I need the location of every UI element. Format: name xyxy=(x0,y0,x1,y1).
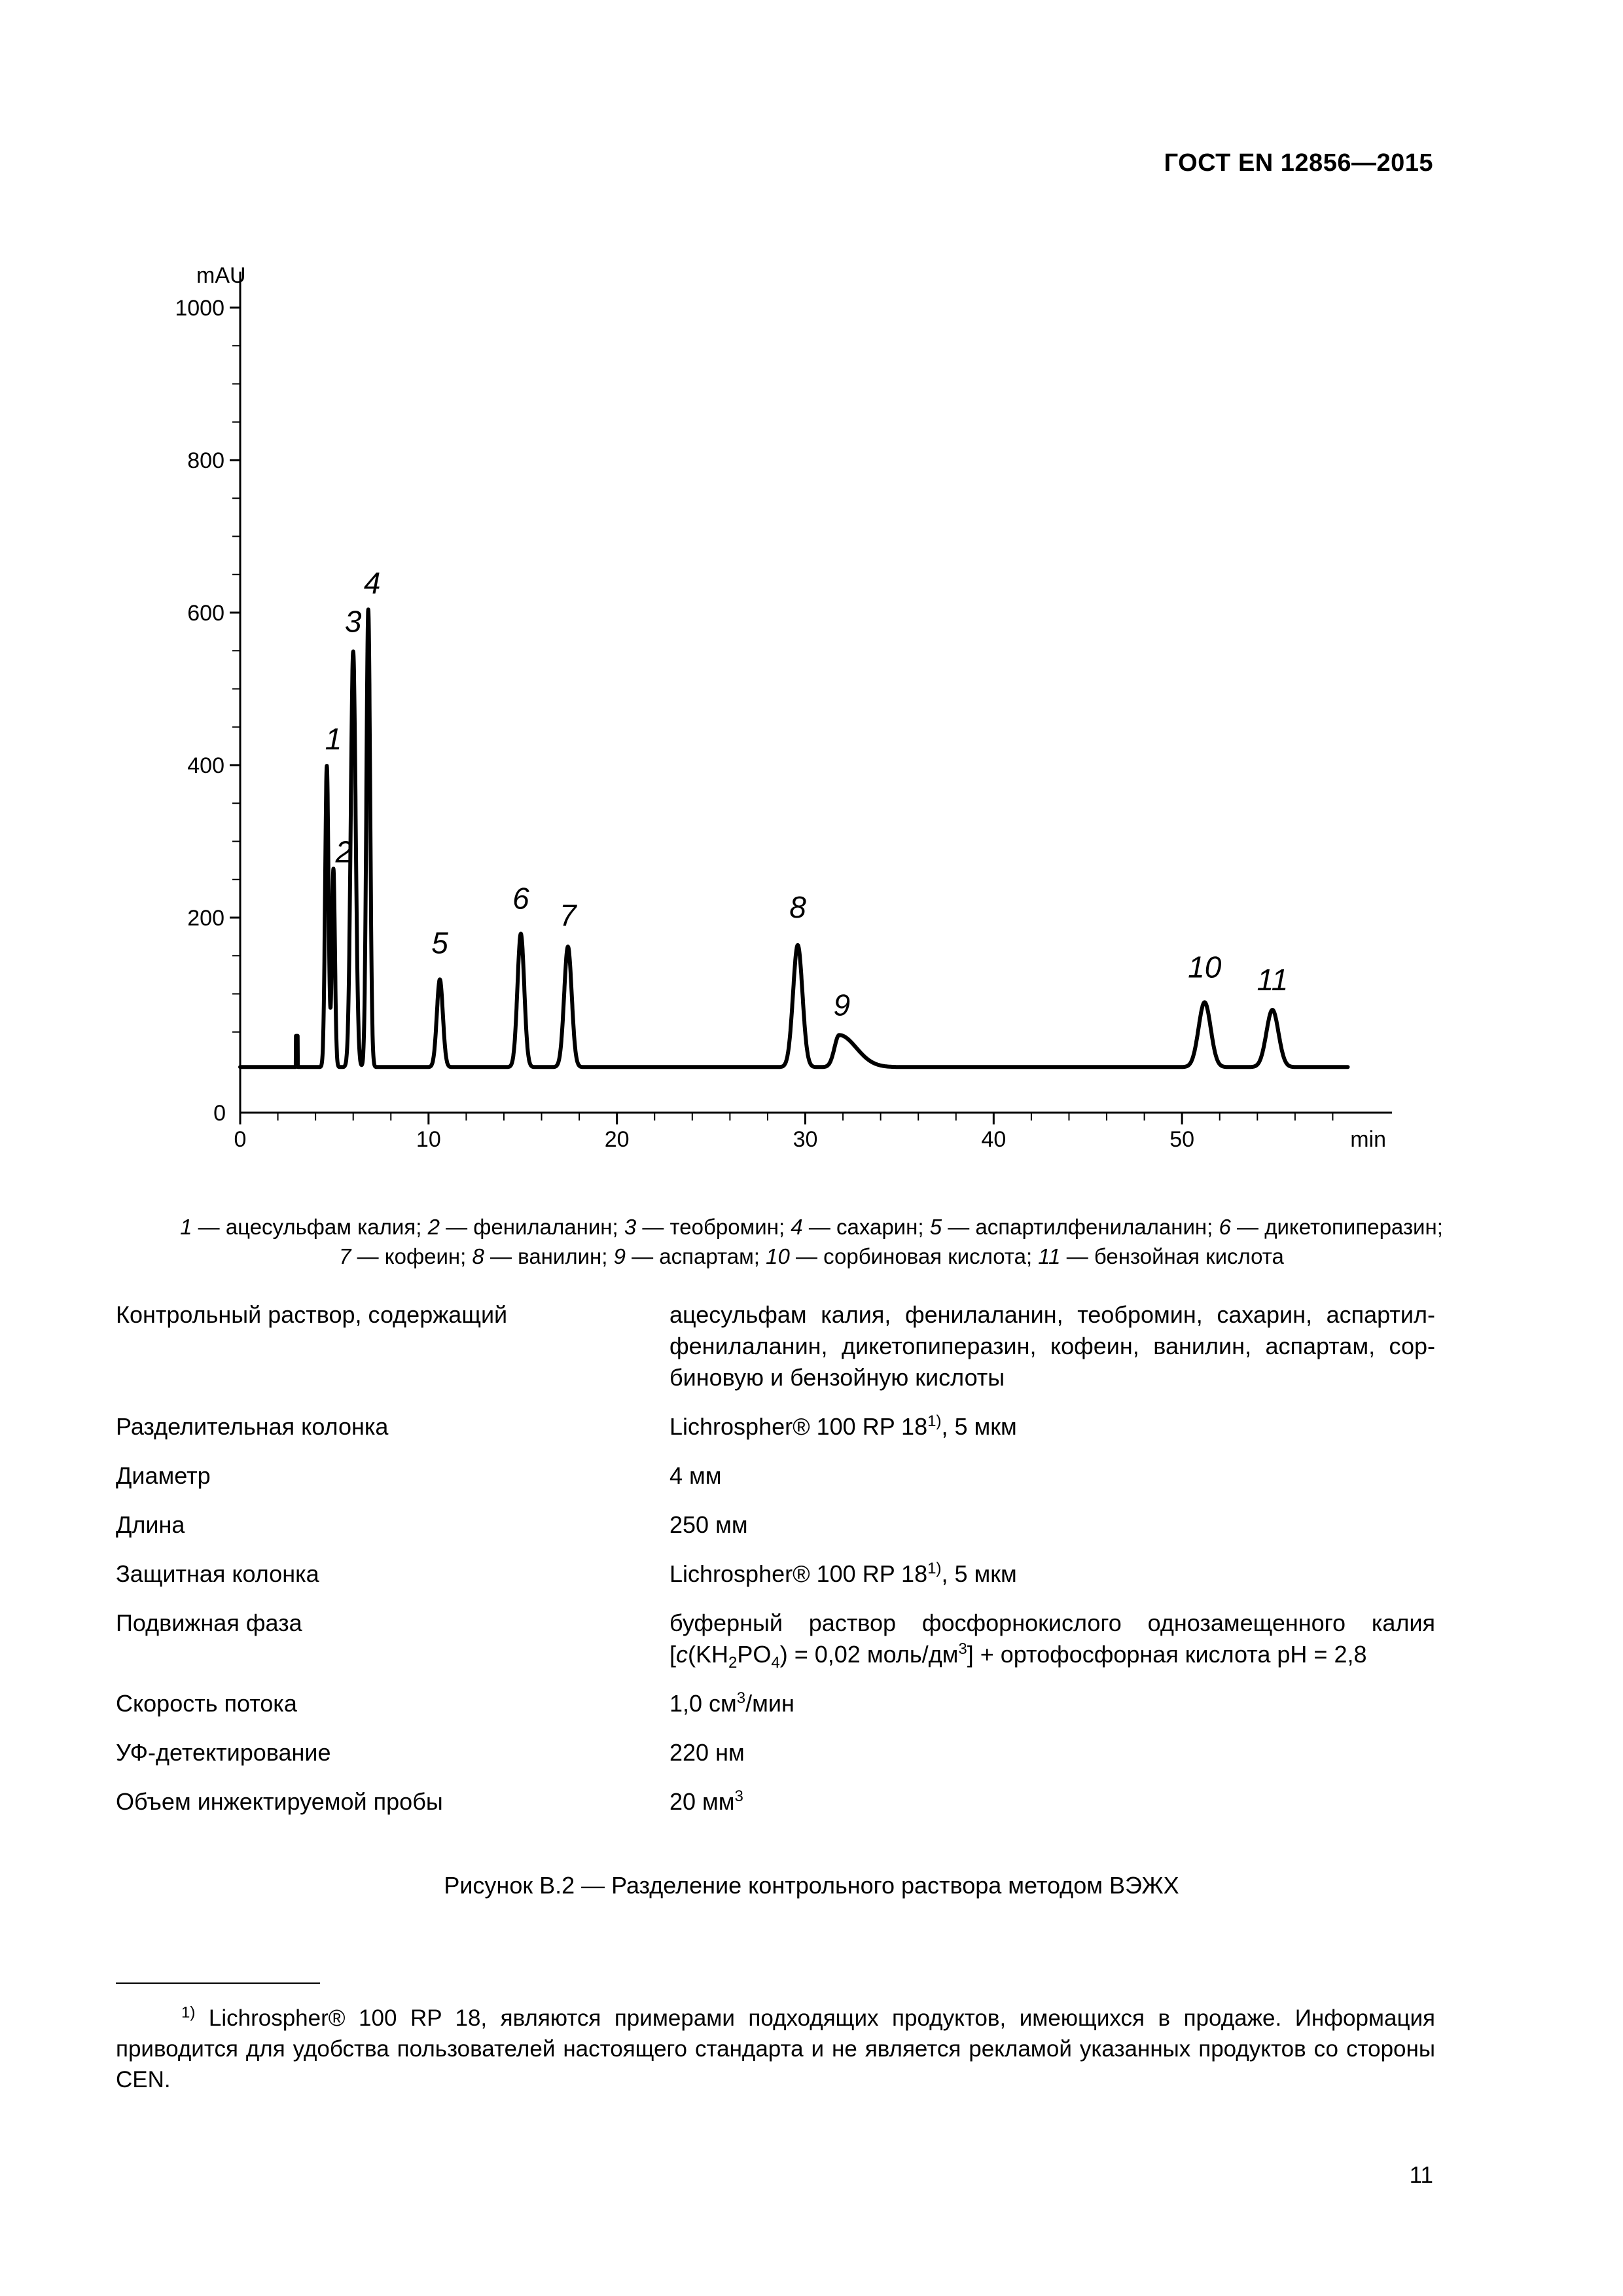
legend-entry: — теобромин; xyxy=(636,1215,791,1239)
y-tick-label: 800 xyxy=(187,448,224,473)
param-row-uv xyxy=(116,1737,1435,1768)
legend-line-2 xyxy=(105,1242,1518,1271)
param-row-guard-column xyxy=(116,1558,1435,1590)
peak-label: 4 xyxy=(363,565,381,600)
peak-label: 1 xyxy=(325,722,342,757)
legend-entry: — бензойная кислота xyxy=(1060,1244,1284,1268)
x-tick-label: 0 xyxy=(234,1127,247,1152)
param-row-diameter xyxy=(116,1460,1435,1492)
y-axis-label: mAU xyxy=(196,263,246,288)
footnote-marker: 1) xyxy=(181,2003,196,2022)
param-label: Контрольный раствор, содержащий xyxy=(116,1301,508,1328)
legend-number: 3 xyxy=(624,1215,637,1239)
legend-number: 4 xyxy=(791,1215,803,1239)
legend-number: 5 xyxy=(929,1215,942,1239)
footnote-divider xyxy=(116,1982,320,1984)
peak-label: 6 xyxy=(512,881,529,916)
legend-entry: — фенилаланин; xyxy=(439,1215,624,1239)
value-text: (KH xyxy=(688,1641,729,1668)
legend-number: 6 xyxy=(1219,1215,1231,1239)
peak-label: 8 xyxy=(789,889,806,924)
legend-entry: — ванилин; xyxy=(484,1244,614,1268)
value-text: 1,0 см xyxy=(669,1690,737,1717)
param-row-control-solution xyxy=(116,1299,1435,1393)
y-tick-label: 200 xyxy=(187,906,224,931)
peak-label: 9 xyxy=(833,988,851,1022)
legend-number: 1 xyxy=(180,1215,192,1239)
legend-line-1 xyxy=(105,1212,1518,1242)
subscript: 4 xyxy=(771,1654,780,1672)
param-value: ацесульфам калия, фенилаланин, теобромин, сахарин, аспартилфенилаланин, дикетопиперазин, кофеин, ванилин, аспартам, сорбиновую и бензойную кислоты xyxy=(669,1301,1435,1391)
value-text: ] + ортофосфорная кислота pH = 2,8 xyxy=(967,1641,1367,1668)
chart-legend xyxy=(105,1212,1518,1271)
value-text: , 5 мкм xyxy=(941,1560,1017,1587)
peak-label: 11 xyxy=(1257,962,1289,997)
superscript: 3 xyxy=(736,1689,746,1707)
param-value: 4 мм xyxy=(669,1462,722,1489)
param-value xyxy=(669,1607,1435,1670)
legend-number: 10 xyxy=(766,1244,790,1268)
y-tick-label: 0 xyxy=(213,1101,226,1126)
footnote-ref: 1) xyxy=(927,1412,942,1430)
peak-label: 7 xyxy=(560,898,577,933)
subscript: 2 xyxy=(728,1654,738,1672)
param-label: Подвижная фаза xyxy=(116,1609,302,1636)
peak-labels xyxy=(325,565,1289,1022)
figure-caption: Рисунок В.2 — Разделение контрольного раствора методом ВЭЖХ xyxy=(444,1872,1179,1899)
x-tick-label: 40 xyxy=(981,1127,1007,1152)
param-label: Диаметр xyxy=(116,1462,211,1489)
param-label: Разделительная колонка xyxy=(116,1413,389,1440)
y-tick-label: 400 xyxy=(187,753,224,778)
param-row-injection xyxy=(116,1786,1435,1818)
method-parameters xyxy=(116,1299,1435,1835)
footnote xyxy=(116,2003,1435,2095)
x-axis-label: min xyxy=(1350,1127,1386,1152)
legend-entry: — сахарин; xyxy=(802,1215,930,1239)
legend-number: 8 xyxy=(472,1244,484,1268)
param-label: Защитная колонка xyxy=(116,1560,319,1587)
param-value xyxy=(669,1558,1435,1590)
value-line: буферный раствор фосфорнокислого однозамещенного калия xyxy=(669,1609,1435,1636)
legend-entry: — аспартам; xyxy=(625,1244,766,1268)
param-row-column xyxy=(116,1411,1435,1443)
x-tick-label: 20 xyxy=(604,1127,630,1152)
chromatogram-trace xyxy=(240,609,1348,1067)
legend-entry: — сорбиновая кислота; xyxy=(789,1244,1039,1268)
legend-entry: — кофеин; xyxy=(351,1244,473,1268)
y-tick-label: 600 xyxy=(187,601,224,626)
value-text: c xyxy=(676,1641,688,1668)
param-label: Объем инжектируемой пробы xyxy=(116,1788,443,1815)
y-tick-label: 1000 xyxy=(175,296,224,321)
legend-entry: — ацесульфам калия; xyxy=(192,1215,428,1239)
param-value: 250 мм xyxy=(669,1511,748,1538)
param-value xyxy=(669,1688,1435,1719)
peak-label: 5 xyxy=(431,925,448,960)
x-tick-label: 30 xyxy=(793,1127,818,1152)
x-tick-label: 10 xyxy=(416,1127,441,1152)
superscript: 3 xyxy=(734,1787,743,1805)
param-label: Скорость потока xyxy=(116,1690,297,1717)
value-line xyxy=(669,1639,1435,1670)
value-text: [ xyxy=(669,1641,677,1668)
param-label: УФ-детектирование xyxy=(116,1739,331,1766)
legend-number: 2 xyxy=(427,1215,440,1239)
value-text: Lichrospher® 100 RP 18 xyxy=(669,1560,928,1587)
param-value: 220 нм xyxy=(669,1739,745,1766)
footnote-text: Lichrospher® 100 RP 18, являются примерами подходящих продуктов, имеющихся в продаже. Информация приводится для удобства пользователей настоящего стандарта и не является рекламой указанных продуктов со стороны CEN. xyxy=(116,2005,1435,2092)
legend-number: 11 xyxy=(1038,1244,1061,1268)
param-row-mobile-phase xyxy=(116,1607,1435,1670)
peak-label: 2 xyxy=(335,834,353,869)
peak-label: 3 xyxy=(344,604,362,639)
value-text: PO xyxy=(737,1641,772,1668)
legend-entry: — аспартилфенилаланин; xyxy=(942,1215,1219,1239)
param-label: Длина xyxy=(116,1511,185,1538)
param-value xyxy=(669,1411,1435,1443)
legend-number: 9 xyxy=(613,1244,626,1268)
footnote-ref: 1) xyxy=(927,1560,942,1577)
legend-number: 7 xyxy=(339,1244,351,1268)
x-tick-label: 50 xyxy=(1169,1127,1195,1152)
param-row-length xyxy=(116,1509,1435,1541)
param-row-flow-rate xyxy=(116,1688,1435,1719)
value-text: , 5 мкм xyxy=(941,1413,1017,1440)
legend-entry: — дикетопиперазин; xyxy=(1230,1215,1443,1239)
page-number: 11 xyxy=(1409,2162,1433,2188)
param-value xyxy=(669,1786,1435,1818)
value-text: /мин xyxy=(745,1690,794,1717)
superscript: 3 xyxy=(958,1640,967,1658)
standard-header: ГОСТ EN 12856—2015 xyxy=(1164,149,1433,177)
peak-label: 10 xyxy=(1188,950,1222,984)
value-text: 20 мм xyxy=(669,1788,735,1815)
value-text: ) = 0,02 моль/дм xyxy=(779,1641,959,1668)
value-text: Lichrospher® 100 RP 18 xyxy=(669,1413,928,1440)
